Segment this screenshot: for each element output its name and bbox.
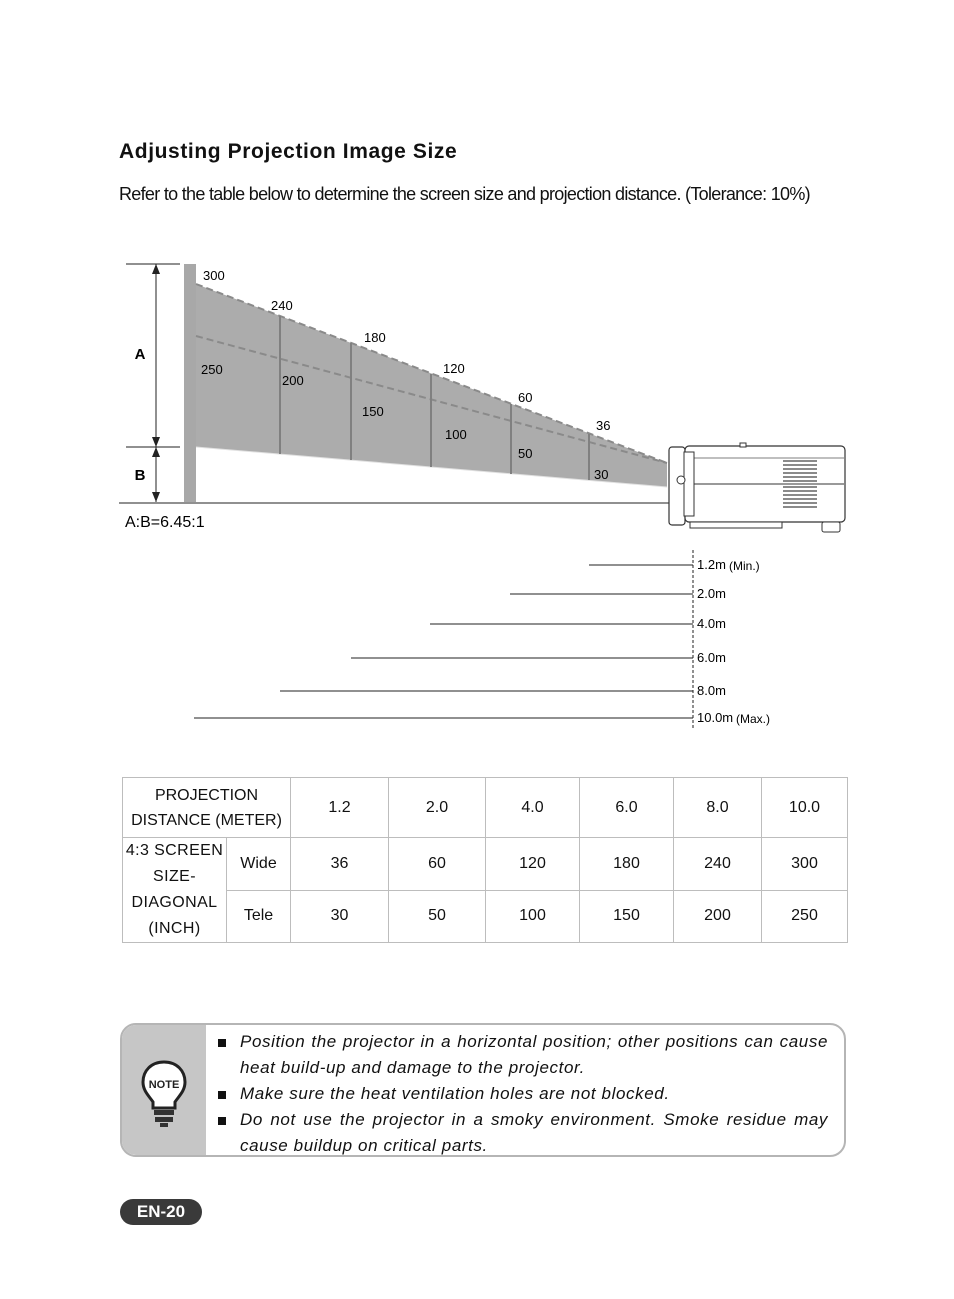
table-cell: 200 <box>674 890 762 943</box>
table-cell: 150 <box>580 890 674 943</box>
table-row <box>123 778 848 838</box>
screen-bar <box>184 264 196 502</box>
projector-icon <box>669 443 845 532</box>
note-list <box>216 1029 828 1157</box>
distance-label: 4.0m <box>697 616 726 631</box>
size-distance-table <box>122 777 848 943</box>
label-b: B <box>134 467 146 484</box>
screen-size-header-line: 4:3 SCREEN <box>125 842 224 859</box>
wide-size-label: 60 <box>518 390 533 405</box>
table-cell: 36 <box>291 838 389 891</box>
wide-label: Wide <box>227 838 291 891</box>
ratio-label: A:B=6.45:1 <box>125 514 205 531</box>
wide-size-label: 36 <box>596 418 611 433</box>
tele-size-label: 250 <box>201 362 223 377</box>
table-cell: 240 <box>674 838 762 891</box>
wide-size-label: 240 <box>271 298 293 313</box>
table-row <box>123 890 848 943</box>
table-cell: 6.0 <box>580 778 674 838</box>
table-cell: 50 <box>389 890 486 943</box>
wide-size-label: 300 <box>203 268 225 283</box>
table-cell: 4.0 <box>486 778 580 838</box>
tele-size-label: 200 <box>282 373 304 388</box>
distance-label: 10.0m <box>697 710 734 725</box>
screen-size-header-line: DIAGONAL <box>131 894 218 911</box>
distance-label: 2.0m <box>697 586 726 601</box>
distance-label: 8.0m <box>697 683 726 698</box>
table-cell: 1.2 <box>291 778 389 838</box>
max-tag: (Max.) <box>736 712 770 726</box>
label-a: A <box>134 346 146 363</box>
distance-label: 1.2m <box>697 557 726 572</box>
tele-size-label: 30 <box>594 467 609 482</box>
note-item-text: Position the projector in a horizontal position; other positions can cause heat build-up and damage to the projector. <box>240 1032 828 1077</box>
note-item-text: Do not use the projector in a smoky environment. Smoke residue may cause buildup on critical parts. <box>240 1110 828 1155</box>
page-number-badge: EN-20 <box>120 1199 202 1225</box>
tele-size-label: 50 <box>518 446 533 461</box>
bullet-icon <box>218 1117 226 1125</box>
screen-size-header <box>123 838 227 943</box>
table-cell: 120 <box>486 838 580 891</box>
note-box <box>120 1023 846 1157</box>
wide-size-label: 120 <box>443 361 465 376</box>
table-row <box>123 838 848 891</box>
projection-diagram <box>0 250 954 740</box>
distance-header-line: DISTANCE (METER) <box>131 811 282 829</box>
table-cell: 180 <box>580 838 674 891</box>
table-cell: 8.0 <box>674 778 762 838</box>
table-cell: 300 <box>762 838 848 891</box>
wide-size-label: 180 <box>364 330 386 345</box>
bullet-icon <box>218 1039 226 1047</box>
table-cell: 30 <box>291 890 389 943</box>
bullet-icon <box>218 1091 226 1099</box>
table-cell: 2.0 <box>389 778 486 838</box>
screen-size-header-line: (INCH) <box>148 920 201 937</box>
distance-header <box>123 778 291 838</box>
table-cell: 60 <box>389 838 486 891</box>
note-item <box>216 1107 828 1157</box>
note-item <box>216 1029 828 1081</box>
note-item <box>216 1081 828 1107</box>
note-lightbulb-icon <box>140 1059 188 1129</box>
note-item-text: Make sure the heat ventilation holes are not blocked. <box>240 1084 670 1103</box>
table-cell: 100 <box>486 890 580 943</box>
table-cell: 250 <box>762 890 848 943</box>
screen-size-header-line: SIZE- <box>153 868 196 885</box>
intro-text: Refer to the table below to determine the screen size and projection distance. (Tolerance: 10%) <box>119 184 810 204</box>
distance-header-line: PROJECTION <box>154 786 259 804</box>
distance-label: 6.0m <box>697 650 726 665</box>
page-title: Adjusting Projection Image Size <box>119 140 458 163</box>
note-sidebar <box>122 1025 206 1155</box>
tele-label: Tele <box>227 890 291 943</box>
min-tag: (Min.) <box>729 559 760 573</box>
tele-size-label: 150 <box>362 404 384 419</box>
tele-size-label: 100 <box>445 427 467 442</box>
note-icon-label: NOTE <box>148 1079 180 1091</box>
table-cell: 10.0 <box>762 778 848 838</box>
